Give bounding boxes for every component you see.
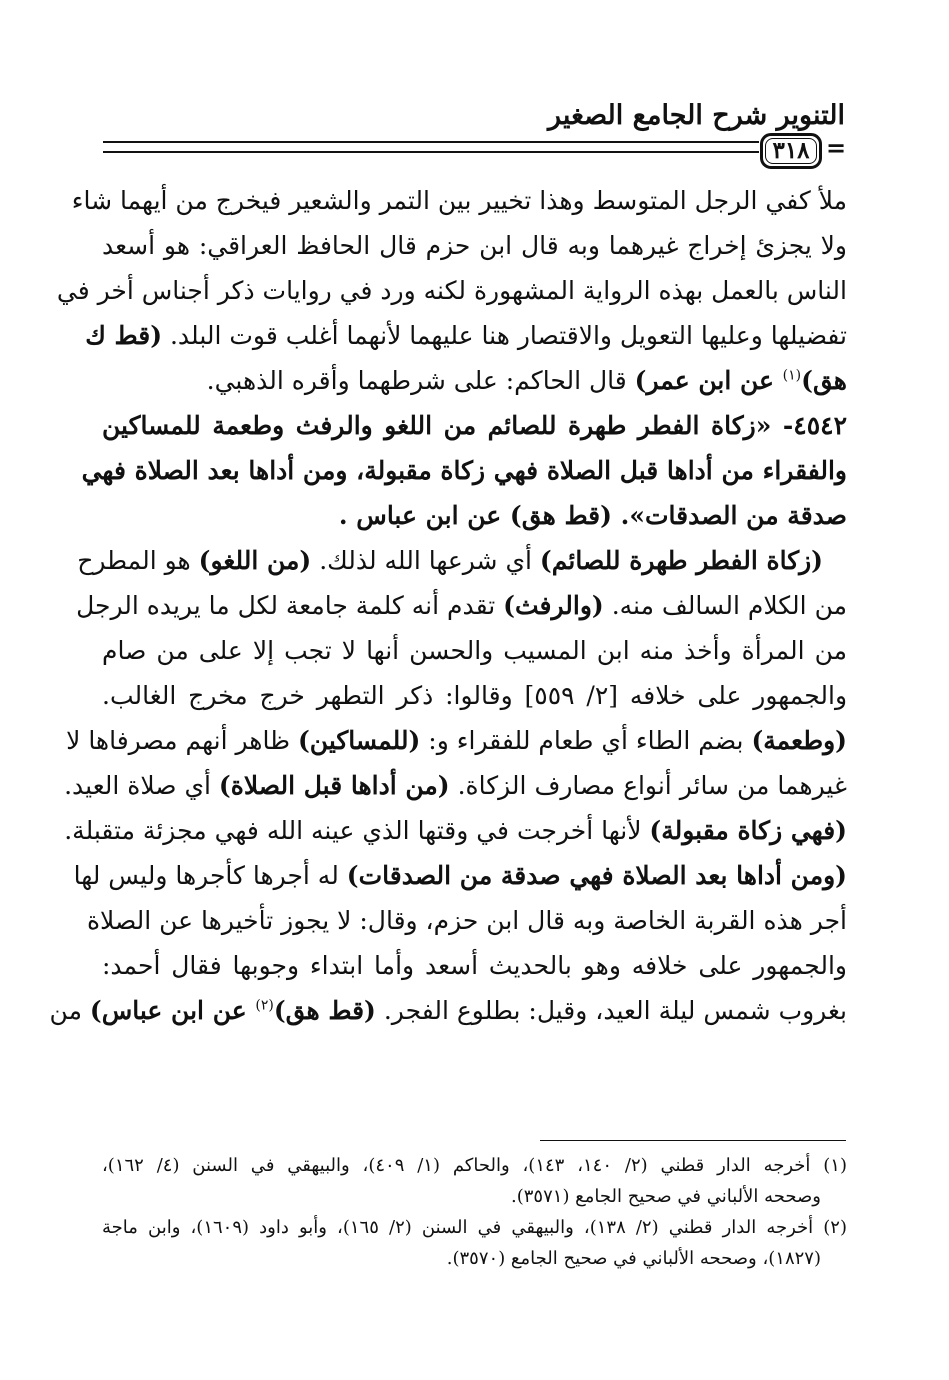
quoted-term: (والرفث): [503, 591, 604, 620]
footnote-ref-1: (١): [782, 367, 802, 384]
hadith-line: والفقراء من أداها قبل الصلاة فهي زكاة مقبولة، ومن أداها بعد الصلاة فهي: [81, 456, 847, 485]
footnote-2-continued: (١٨٢٧)، وصححه الألباني في صحيح الجامع (٣٥٧٠).: [446, 1248, 821, 1269]
text-line: [102, 358, 847, 403]
footnote-1-continued: وصححه الألباني في صحيح الجامع (٣٥٧١).: [511, 1186, 821, 1207]
text-span: قال الحاكم: على شرطهما وأقره الذهبي.: [206, 366, 635, 395]
text-line: والجمهور على خلافه [٢/ ٥٥٩] وقالوا: ذكر التطهر خرج مخرج الغالب.: [102, 681, 848, 710]
text-span: له أجرها كأجرها وليس لها: [73, 861, 347, 890]
text-line: [85, 313, 847, 358]
text-span: لأنها أخرجت في وقتها الذي عينه الله فهي مجزئة متقبلة.: [64, 816, 650, 845]
quoted-term: (وطعمة): [751, 726, 847, 755]
text-line: والجمهور على خلافه وهو بالحديث أسعد وأما ابتداء وجوبها فقال أحمد:: [102, 951, 847, 980]
footnote-2: (٢) أخرجه الدار قطني (٢/ ١٣٨)، والبيهقي في السنن (٢/ ١٦٥)، وأبو داود (١٦٠٩)، وابن ماجة: [102, 1217, 847, 1238]
text-span: أي صلاة العيد.: [64, 771, 219, 800]
footnote-ref-2: (٢): [255, 997, 274, 1014]
main-text: [49, 178, 848, 1033]
source-code: (قط ك: [85, 321, 163, 350]
source-code: هق): [801, 366, 847, 395]
text-span: غيرهما من سائر أنواع مصارف الزكاة.: [449, 771, 847, 800]
text-line: ولا يجزئ إخراج غيرهما وبه قال ابن حزم قال الحافظ العراقي: هو أسعد: [102, 231, 847, 260]
text-span: ظاهر أنهم مصرفاها لا: [66, 726, 298, 755]
text-span: بغروب شمس ليلة العيد، وقيل: بطلوع الفجر.: [375, 996, 847, 1025]
text-line: [66, 718, 847, 763]
narrator: عن ابن عباس): [89, 996, 256, 1025]
text-line: [77, 538, 847, 583]
text-line: [73, 853, 847, 898]
text-line: [49, 988, 847, 1033]
source-code: (قط هق): [273, 996, 376, 1025]
text-span: تقدم أنه كلمة جامعة لكل ما يريده الرجل: [76, 591, 504, 620]
footnotes: [102, 1150, 847, 1274]
quoted-term: (من أداها قبل الصلاة): [218, 771, 450, 800]
text-line: [76, 583, 847, 628]
text-span: هو المطرح: [77, 546, 199, 575]
quoted-term: (ومن أداها بعد الصلاة فهي صدقة من الصدقات): [346, 861, 847, 890]
text-line: [64, 763, 847, 808]
continuation-mark: =: [826, 133, 847, 162]
text-line: ملأ كفي الرجل المتوسط وهذا تخيير بين التمر والشعير فيخرج من أيهما شاء: [71, 186, 847, 215]
quoted-term: (زكاة الفطر طهرة للصائم): [539, 546, 823, 575]
text-line: [64, 808, 847, 853]
text-line: الناس بالعمل بهذه الرواية المشهورة لكنه ورد في روايات ذكر أجناس أخر في: [56, 276, 847, 305]
quoted-term: (من اللغو): [198, 546, 312, 575]
header-rule-bottom: [103, 151, 759, 153]
hadith-line: ٤٥٤٢- «زكاة الفطر طهرة للصائم من اللغو والرفث وطعمة للمساكين: [102, 411, 847, 440]
quoted-term: (فهي زكاة مقبولة): [649, 816, 847, 845]
text-span: من الكلام السالف منه.: [603, 591, 847, 620]
footnote-separator: [540, 1140, 846, 1141]
footnote-1: (١) أخرجه الدار قطني (٢/ ١٤٠، ١٤٣)، والحاكم (١/ ٤٠٩)، والبيهقي في السنن (٤/ ١٦٢)،: [102, 1155, 847, 1176]
page-number: ٣١٨: [760, 133, 822, 169]
text-span: أي شرعها الله لذلك.: [311, 546, 540, 575]
header-rule-top: [103, 141, 759, 143]
text-span: بضم الطاء أي طعام للفقراء و:: [420, 726, 752, 755]
text-line: من المرأة وأخذ منه ابن المسيب والحسن أنها لا تجب إلا على من صام: [102, 636, 847, 665]
text-span: تفضيلها وعليها التعويل والاقتصار هنا عليهما لأنهما أغلب قوت البلد.: [162, 321, 847, 350]
text-span: من: [49, 996, 90, 1025]
running-title: التنوير شرح الجامع الصغير: [548, 100, 845, 131]
text-line: أجر هذه القربة الخاصة وبه قال ابن حزم، وقال: لا يجوز تأخيرها عن الصلاة: [86, 906, 847, 935]
quoted-term: (للمساكين): [297, 726, 421, 755]
hadith-line: صدقة من الصدقات». (قط هق) عن ابن عباس .: [338, 501, 847, 530]
narrator: عن ابن عمر): [634, 366, 783, 395]
